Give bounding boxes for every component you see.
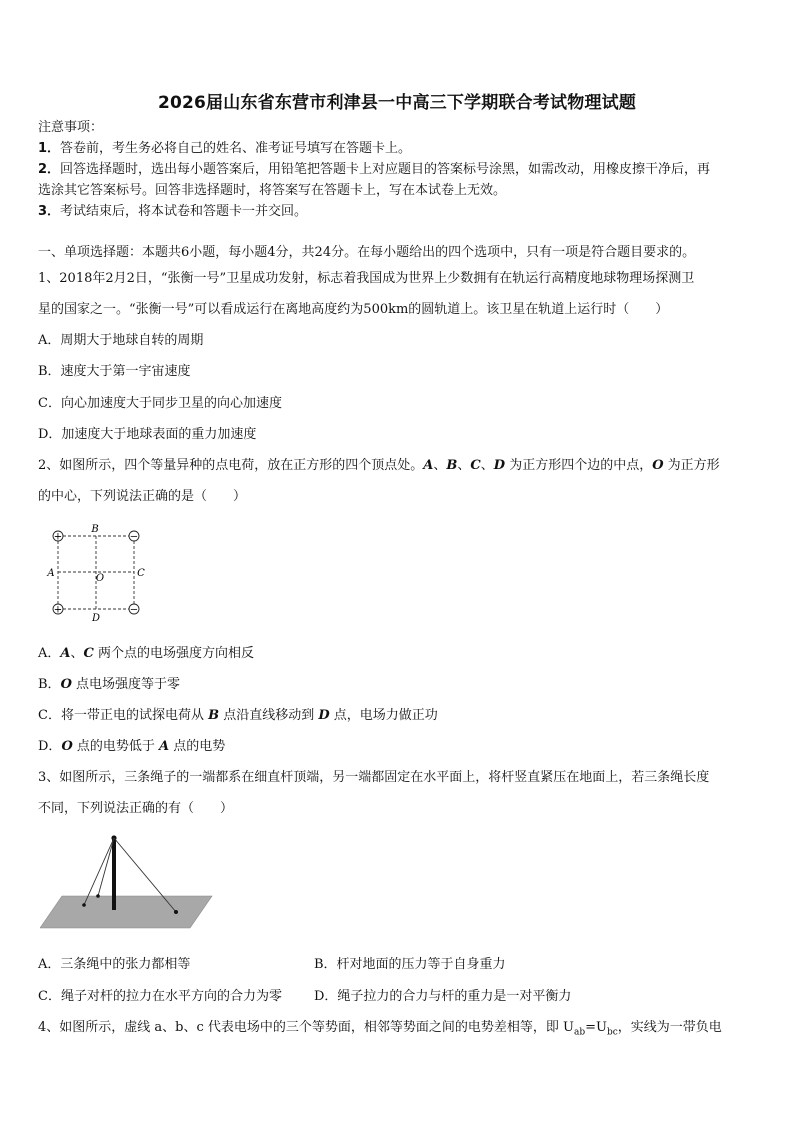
anchor-1 (82, 903, 86, 907)
anchor-3 (174, 910, 178, 914)
label-o: O (95, 573, 105, 584)
q3-pole-ropes-figure (40, 832, 216, 932)
section-heading: 一、单项选择题：本题共6小题，每小题4分，共24分。在每小题给出的四个选项中，只有一项是符合题目要求的。 (38, 245, 696, 260)
q1-option-a: A．周期大于地球自转的周期 (38, 333, 204, 348)
q2-stem-line2: 的中心，下列说法正确的是（ ） (38, 489, 247, 504)
notice-heading: 注意事项： (38, 120, 104, 135)
plus-sign-top-left: + (53, 531, 63, 543)
label-b: B (91, 524, 99, 535)
q2-option-d: D．O 点的电势低于 A 点的电势 (38, 739, 226, 754)
exam-title: 2026届山东省东营市利津县一中高三下学期联合考试物理试题 (157, 93, 637, 113)
q2-stem-line1: 2、如图所示，四个等量异种的点电荷，放在正方形的四个顶点处。A、B、C、D 为正方形四个边的中点，O 为正方形 (38, 458, 720, 473)
notice-item-2: 2．回答选择题时，选出每小题答案后，用铅笔把答题卡上对应题目的答案标号涂黑，如需改动，用橡皮擦干净后，再 (38, 162, 711, 177)
q1-stem-line2: 星的国家之一。“张衡一号”可以看成运行在离地高度约为500km的圆轨道上。该卫星在轨道上运行时（ ） (38, 302, 669, 317)
q1-stem-line1: 1、2018年2月2日，“张衡一号”卫星成功发射，标志着我国成为世界上少数拥有在轨运行高精度地球物理场探测卫 (38, 271, 695, 286)
q2-charge-square-figure (40, 520, 150, 626)
plus-sign-bottom-left: + (53, 604, 63, 616)
q3-option-a: A．三条绳中的张力都相等 (38, 957, 191, 972)
q1-option-b: B．速度大于第一宇宙速度 (38, 364, 191, 379)
minus-sign-bottom-right: − (129, 604, 139, 616)
notice-item-2-cont: 选涂其它答案标号。回答非选择题时，将答案写在答题卡上，写在本试卷上无效。 (38, 183, 507, 198)
q3-stem-line2: 不同，下列说法正确的有（ ） (38, 801, 234, 816)
q2-option-a: A．A、C 两个点的电场强度方向相反 (38, 646, 254, 661)
notice-item-1: 1．答卷前，考生务必将自己的姓名、准考证号填写在答题卡上。 (38, 141, 412, 156)
label-a: A (47, 568, 55, 579)
q3-stem-line1: 3、如图所示，三条绳子的一端都系在细直杆顶端，另一端都固定在水平面上，将杆竖直紧压在地面上，若三条绳长度 (38, 770, 710, 785)
anchor-2 (96, 894, 100, 898)
q3-option-c: C．绳子对杆的拉力在水平方向的合力为零 (38, 989, 282, 1004)
q4-stem-line1: 4、如图所示，虚线 a、b、c 代表电场中的三个等势面，相邻等势面之间的电势差相等，即 $U_{ab}=U_{bc}$，实线为一带负电 (38, 1020, 722, 1038)
notice-item-3: 3．考试结束后，将本试卷和答题卡一并交回。 (38, 204, 308, 219)
label-c: C (137, 568, 145, 579)
label-d: D (91, 613, 101, 624)
ground-plane (40, 896, 212, 928)
q3-option-row1 (38, 956, 190, 974)
rope-2 (98, 838, 114, 896)
q3-option-d: D．绳子拉力的合力与杆的重力是一对平衡力 (314, 989, 572, 1004)
q2-option-c: C．将一带正电的试探电荷从 B 点沿直线移动到 D 点，电场力做正功 (38, 708, 438, 723)
q2-option-b: B．O 点电场强度等于零 (38, 677, 181, 692)
q1-option-d: D．加速度大于地球表面的重力加速度 (38, 427, 257, 442)
minus-sign-top-right: − (129, 531, 139, 543)
q3-option-b: B．杆对地面的压力等于自身重力 (314, 957, 506, 972)
q1-option-c: C．向心加速度大于同步卫星的向心加速度 (38, 396, 282, 411)
